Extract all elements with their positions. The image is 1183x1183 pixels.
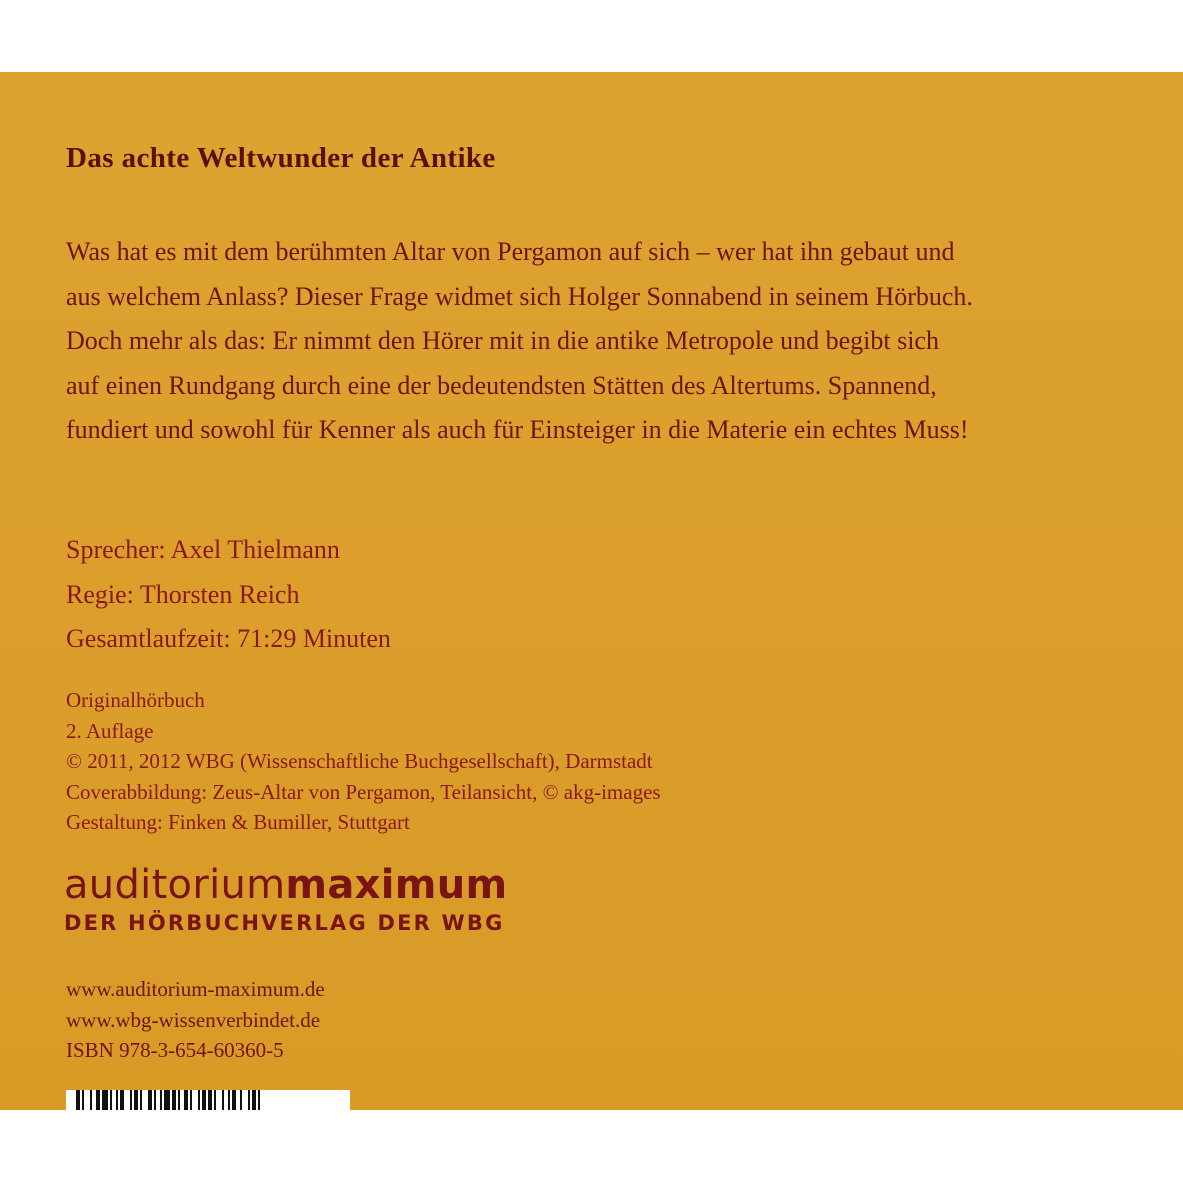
- barcode-bar: [130, 1090, 132, 1110]
- website-link-1[interactable]: www.auditorium-maximum.de: [66, 977, 325, 1001]
- barcode-bar: [110, 1090, 112, 1110]
- publisher-name-light: auditorium: [64, 862, 286, 908]
- barcode-bar: [178, 1090, 180, 1110]
- barcode-bar: [208, 1090, 212, 1110]
- barcode-bar: [160, 1090, 162, 1110]
- barcode-bar: [232, 1090, 236, 1110]
- runtime-credit: Gesamtlaufzeit: 71:29 Minuten: [66, 624, 391, 653]
- publisher-name: [64, 863, 508, 907]
- publisher-tagline: DER HÖRBUCHVERLAG DER WBG: [64, 911, 505, 935]
- description-line: Doch mehr als das: Er nimmt den Hörer mit in die antike Metropole und begibt sich: [66, 326, 939, 355]
- isbn: ISBN 978-3-654-60360-5: [66, 1038, 284, 1062]
- barcode-bar: [228, 1090, 230, 1110]
- cover-image-credit: Coverabbildung: Zeus-Altar von Pergamon, Teilansicht, © akg-images: [66, 779, 661, 804]
- barcode-bar: [76, 1090, 80, 1110]
- barcode-bar: [202, 1090, 206, 1110]
- director-credit: Regie: Thorsten Reich: [66, 579, 300, 609]
- barcode-bar: [90, 1090, 92, 1110]
- barcode-bar: [198, 1090, 200, 1110]
- edition: 2. Auflage: [66, 718, 154, 743]
- barcode-bar: [140, 1090, 142, 1110]
- product-type: Originalhörbuch: [66, 688, 205, 712]
- copyright-notice: © 2011, 2012 WBG (Wissenschaftliche Buchgesellschaft), Darmstadt: [66, 749, 653, 773]
- barcode-bar: [154, 1090, 156, 1110]
- publisher-name-bold: maximum: [285, 862, 508, 908]
- barcode-bar: [248, 1090, 250, 1110]
- barcode-bar: [184, 1090, 188, 1110]
- barcode-bar: [258, 1090, 260, 1110]
- website-link-2[interactable]: www.wbg-wissenverbindet.de: [66, 1007, 321, 1032]
- barcode-bar: [134, 1090, 138, 1110]
- publisher-logo: [64, 863, 508, 935]
- barcode-bar: [222, 1090, 224, 1110]
- cd-back-cover: [0, 72, 1183, 1110]
- design-credit: Gestaltung: Finken & Bumiller, Stuttgart: [66, 810, 410, 834]
- barcode-bar: [252, 1090, 256, 1110]
- imprint-block: [66, 685, 661, 838]
- barcode: [66, 1090, 350, 1110]
- barcode-bar: [116, 1090, 118, 1110]
- description-paragraph: [66, 230, 1166, 453]
- barcode-bar: [172, 1090, 176, 1110]
- barcode-bar: [240, 1090, 242, 1110]
- description-line: auf einen Rundgang durch eine der bedeutendsten Stätten des Altertums. Spannend,: [66, 370, 937, 400]
- description-line: fundiert und sowohl für Kenner als auch für Einsteiger in die Materie ein echtes Muss!: [66, 415, 969, 444]
- barcode-bar: [190, 1090, 192, 1110]
- barcode-bar: [164, 1090, 170, 1110]
- barcode-bar: [82, 1090, 84, 1110]
- barcode-graphic: [66, 1090, 350, 1110]
- barcode-bar: [120, 1090, 124, 1110]
- barcode-bar: [102, 1090, 108, 1110]
- description-line: Was hat es mit dem berühmten Altar von Pergamon auf sich – wer hat ihn gebaut und: [66, 237, 955, 266]
- speaker-credit: Sprecher: Axel Thielmann: [66, 535, 340, 564]
- barcode-bar: [148, 1090, 152, 1110]
- barcode-bar: [214, 1090, 216, 1110]
- description-line: aus welchem Anlass? Dieser Frage widmet sich Holger Sonnabend in seinem Hörbuch.: [66, 281, 973, 311]
- links-block: [66, 974, 325, 1066]
- barcode-bar: [96, 1090, 100, 1110]
- page-title: Das achte Weltwunder der Antike: [66, 142, 496, 174]
- credits-block: [66, 528, 391, 662]
